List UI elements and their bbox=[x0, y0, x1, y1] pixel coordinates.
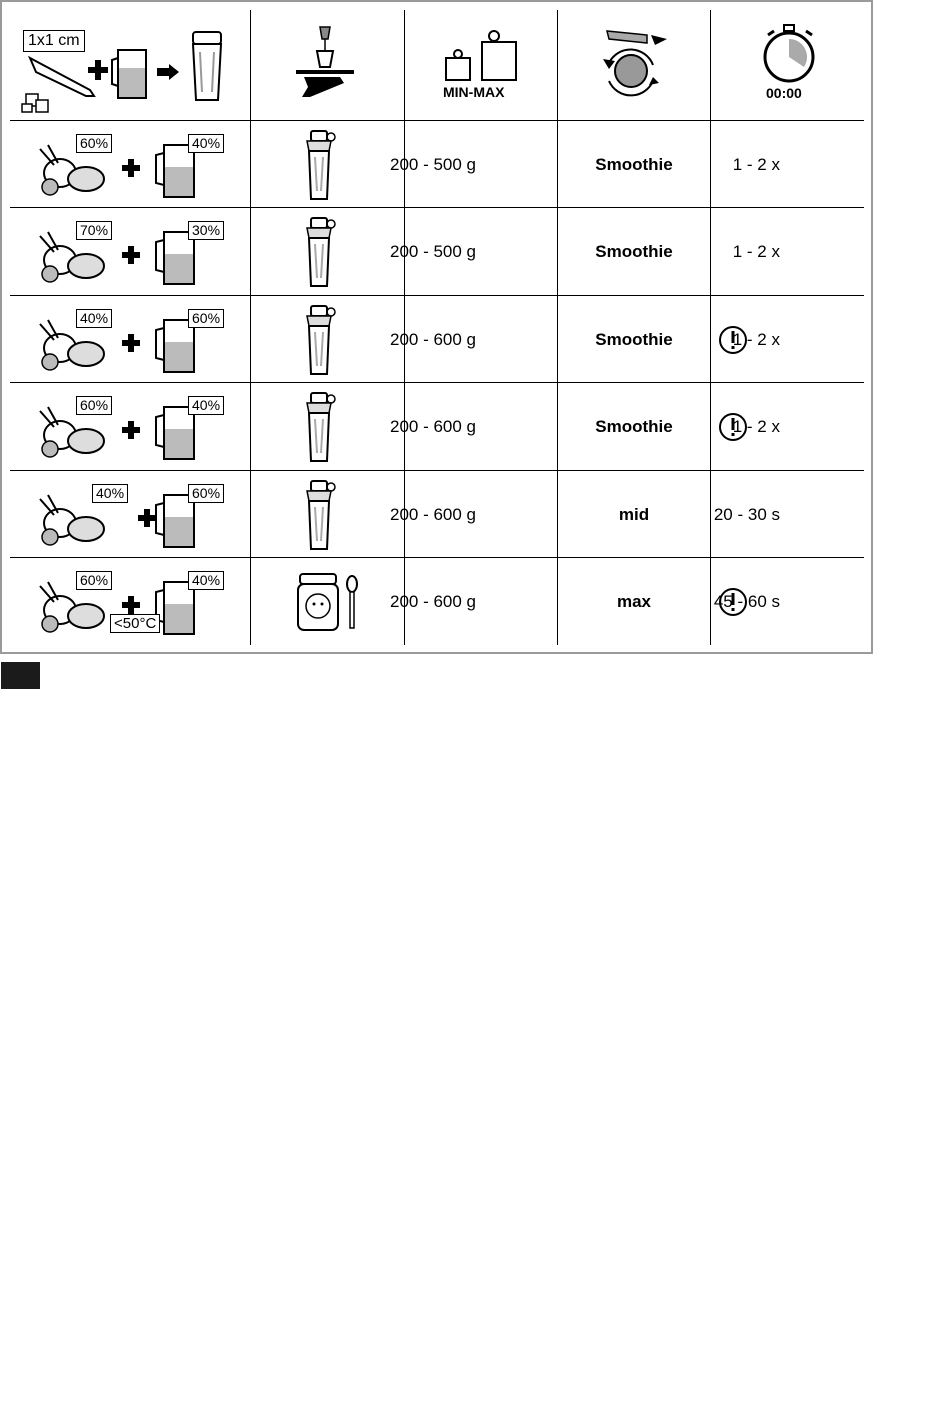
table-row bbox=[0, 208, 873, 294]
knife-icon bbox=[20, 50, 100, 110]
liquid-percentage: 60% bbox=[188, 484, 224, 503]
ingredient-percentage: 40% bbox=[92, 484, 128, 503]
table-row bbox=[0, 296, 873, 382]
table-row bbox=[0, 558, 873, 644]
header-speed bbox=[595, 25, 675, 95]
header-accessory bbox=[290, 25, 370, 105]
quantity-value: 200 - 600 g bbox=[389, 505, 476, 524]
blender-cup-icon bbox=[190, 32, 224, 102]
quantity-value: 200 - 600 g bbox=[389, 417, 476, 436]
header-time bbox=[758, 25, 828, 105]
weight-label: MIN-MAX bbox=[443, 84, 505, 100]
liquid-percentage: 40% bbox=[188, 571, 224, 590]
serving-tray-icon bbox=[290, 25, 370, 105]
time-value: 1 - 2 x bbox=[732, 155, 780, 174]
time-value: 45 - 60 s bbox=[713, 592, 780, 611]
liquid-percentage: 30% bbox=[188, 221, 224, 240]
ingredient-percentage: 60% bbox=[76, 134, 112, 153]
speed-setting: Smoothie bbox=[595, 417, 673, 436]
quantity-value: 200 - 600 g bbox=[389, 592, 476, 611]
plus-icon bbox=[88, 60, 108, 80]
speed-setting: Smoothie bbox=[595, 155, 673, 174]
table-row bbox=[0, 121, 873, 207]
time-value: 20 - 30 s bbox=[713, 505, 780, 524]
arrow-right-icon bbox=[157, 64, 179, 80]
liquid-percentage: 60% bbox=[188, 309, 224, 328]
liquid-percentage: 40% bbox=[188, 396, 224, 415]
speed-setting: mid bbox=[618, 505, 650, 524]
speed-setting: Smoothie bbox=[595, 330, 673, 349]
table-row bbox=[0, 471, 873, 557]
page-marker bbox=[1, 662, 40, 689]
speed-setting: max bbox=[616, 592, 652, 611]
ingredient-percentage: 40% bbox=[76, 309, 112, 328]
quantity-value: 200 - 500 g bbox=[389, 242, 476, 261]
ingredient-percentage: 70% bbox=[76, 221, 112, 240]
liquid-percentage: 40% bbox=[188, 134, 224, 153]
table-row bbox=[0, 383, 873, 469]
header-weight bbox=[438, 28, 528, 108]
timer-label: 00:00 bbox=[766, 85, 802, 101]
size-label: 1x1 cm bbox=[23, 30, 85, 52]
temperature-label: <50°C bbox=[110, 614, 160, 633]
time-value: 1 - 2 x bbox=[732, 242, 780, 261]
ingredient-percentage: 60% bbox=[76, 396, 112, 415]
quantity-value: 200 - 600 g bbox=[389, 330, 476, 349]
time-value: 1 - 2 x bbox=[732, 417, 780, 436]
weights-icon bbox=[438, 28, 522, 84]
measuring-jug-icon bbox=[110, 48, 152, 102]
speed-setting: Smoothie bbox=[595, 242, 673, 261]
ingredient-percentage: 60% bbox=[76, 571, 112, 590]
speed-dial-icon bbox=[595, 25, 675, 95]
quantity-value: 200 - 500 g bbox=[389, 155, 476, 174]
header-preparation bbox=[20, 20, 240, 110]
stopwatch-icon bbox=[760, 25, 820, 83]
time-value: 1 - 2 x bbox=[732, 330, 780, 349]
